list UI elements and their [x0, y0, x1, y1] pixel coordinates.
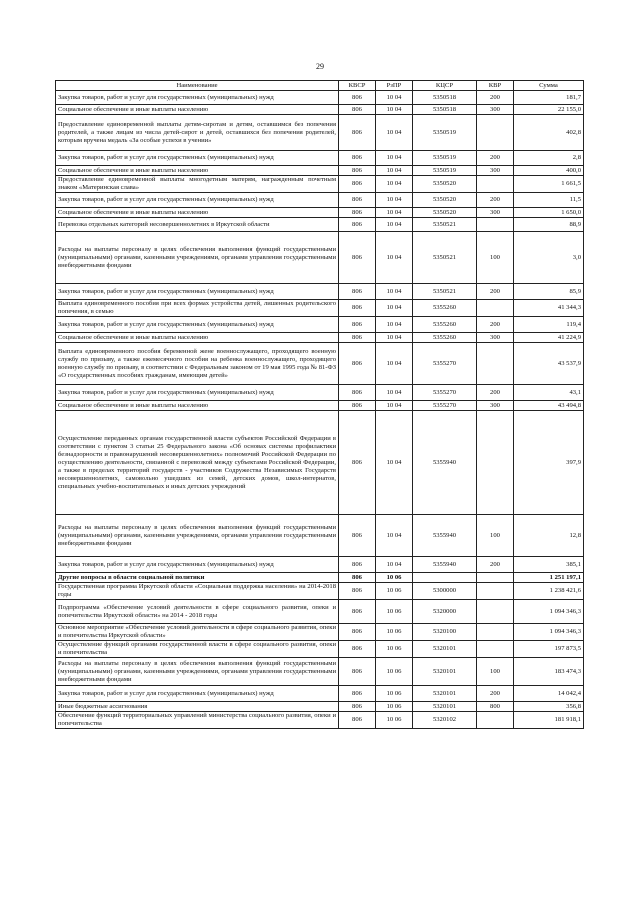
- row-rzpr-cell: 10 06: [376, 702, 413, 712]
- row-rzpr-cell: 10 04: [376, 333, 413, 343]
- table-row: [56, 583, 584, 600]
- row-kvsr-cell: 806: [339, 218, 376, 232]
- row-kcsr-cell: 5320100: [413, 624, 477, 641]
- row-kvr-cell: 100: [477, 232, 514, 284]
- row-name-cell: Закупка товаров, работ и услуг для государственных (муниципальных) нужд: [56, 151, 339, 166]
- row-kvr-cell: [477, 115, 514, 151]
- row-sum-cell: 2,8: [514, 151, 584, 166]
- row-sum-cell: 397,9: [514, 411, 584, 515]
- row-rzpr-cell: 10 04: [376, 300, 413, 317]
- row-kvr-cell: 300: [477, 166, 514, 176]
- row-rzpr-cell: 10 04: [376, 385, 413, 401]
- table-row: [56, 105, 584, 115]
- row-name-cell: Предоставление единовременной выплаты многодетным матерям, награжденным почетным знаком «Материнская слава»: [56, 176, 339, 193]
- table-row: [56, 176, 584, 193]
- row-kvr-cell: [477, 583, 514, 600]
- table-row: [56, 151, 584, 166]
- table-row: [56, 600, 584, 624]
- row-kvsr-cell: 806: [339, 557, 376, 573]
- row-kvsr-cell: 806: [339, 151, 376, 166]
- row-kcsr-cell: 5355270: [413, 385, 477, 401]
- row-kcsr-cell: 5350521: [413, 284, 477, 300]
- row-rzpr-cell: 10 04: [376, 343, 413, 385]
- row-kvsr-cell: 806: [339, 208, 376, 218]
- row-rzpr-cell: 10 06: [376, 600, 413, 624]
- row-kcsr-cell: 5350518: [413, 105, 477, 115]
- row-kcsr-cell: 5355940: [413, 411, 477, 515]
- header-rzpr: РзПР: [376, 81, 413, 91]
- row-kvr-cell: 100: [477, 658, 514, 686]
- row-rzpr-cell: 10 06: [376, 583, 413, 600]
- table-row: [56, 385, 584, 401]
- table-row: [56, 193, 584, 208]
- row-rzpr-cell: 10 06: [376, 624, 413, 641]
- row-kcsr-cell: 5300000: [413, 583, 477, 600]
- row-name-cell: Осуществление функций органами государственной власти в сфере социального развития, опеки и попечительства: [56, 641, 339, 658]
- row-sum-cell: 1 094 346,3: [514, 624, 584, 641]
- row-kcsr-cell: 5320101: [413, 641, 477, 658]
- row-rzpr-cell: 10 06: [376, 573, 413, 583]
- row-name-cell: Социальное обеспечение и иные выплаты населению: [56, 105, 339, 115]
- row-kcsr-cell: 5350518: [413, 91, 477, 105]
- row-sum-cell: 12,8: [514, 515, 584, 557]
- row-sum-cell: 43 494,8: [514, 401, 584, 411]
- row-kcsr-cell: 5350519: [413, 166, 477, 176]
- row-kcsr-cell: 5350521: [413, 218, 477, 232]
- row-kvsr-cell: 806: [339, 624, 376, 641]
- row-rzpr-cell: 10 04: [376, 557, 413, 573]
- row-name-cell: Социальное обеспечение и иные выплаты населению: [56, 166, 339, 176]
- row-name-cell: Иные бюджетные ассигнования: [56, 702, 339, 712]
- header-kvr: КВР: [477, 81, 514, 91]
- row-name-cell: Закупка товаров, работ и услуг для государственных (муниципальных) нужд: [56, 385, 339, 401]
- row-kcsr-cell: 5320101: [413, 702, 477, 712]
- row-kvr-cell: 200: [477, 284, 514, 300]
- table-row: [56, 166, 584, 176]
- row-rzpr-cell: 10 04: [376, 515, 413, 557]
- budget-table: [55, 80, 584, 729]
- row-sum-cell: 88,9: [514, 218, 584, 232]
- row-kvr-cell: 300: [477, 333, 514, 343]
- row-kvr-cell: 200: [477, 317, 514, 333]
- row-kvr-cell: 200: [477, 91, 514, 105]
- row-name-cell: Закупка товаров, работ и услуг для государственных (муниципальных) нужд: [56, 193, 339, 208]
- row-rzpr-cell: 10 04: [376, 411, 413, 515]
- row-sum-cell: 1 238 421,6: [514, 583, 584, 600]
- row-kcsr-cell: 5350521: [413, 232, 477, 284]
- row-rzpr-cell: 10 04: [376, 176, 413, 193]
- row-sum-cell: 43 537,9: [514, 343, 584, 385]
- row-rzpr-cell: 10 04: [376, 317, 413, 333]
- row-name-cell: Государственная программа Иркутской области «Социальная поддержка населения» на 2014-2018 годы: [56, 583, 339, 600]
- row-kvsr-cell: 806: [339, 193, 376, 208]
- row-sum-cell: 119,4: [514, 317, 584, 333]
- row-kcsr-cell: 5355260: [413, 333, 477, 343]
- row-sum-cell: 85,9: [514, 284, 584, 300]
- row-kvr-cell: [477, 300, 514, 317]
- row-rzpr-cell: 10 04: [376, 105, 413, 115]
- row-sum-cell: 41 344,3: [514, 300, 584, 317]
- table-row: [56, 208, 584, 218]
- header-kcsr: КЦСР: [413, 81, 477, 91]
- row-sum-cell: 41 224,9: [514, 333, 584, 343]
- row-kvr-cell: 200: [477, 385, 514, 401]
- row-kcsr-cell: 5320101: [413, 658, 477, 686]
- row-sum-cell: 1 661,5: [514, 176, 584, 193]
- row-kvr-cell: 300: [477, 105, 514, 115]
- row-kvr-cell: [477, 573, 514, 583]
- row-kvr-cell: [477, 176, 514, 193]
- table-row: [56, 300, 584, 317]
- row-kcsr-cell: 5355940: [413, 557, 477, 573]
- table-row: [56, 658, 584, 686]
- row-name-cell: Выплата единовременного пособия при всех формах устройства детей, лишенных родительского попечения, в семью: [56, 300, 339, 317]
- row-rzpr-cell: 10 04: [376, 115, 413, 151]
- row-rzpr-cell: 10 04: [376, 401, 413, 411]
- row-kvr-cell: [477, 411, 514, 515]
- row-name-cell: Социальное обеспечение и иные выплаты населению: [56, 333, 339, 343]
- row-kvr-cell: [477, 600, 514, 624]
- row-sum-cell: 183 474,3: [514, 658, 584, 686]
- row-kvr-cell: 200: [477, 686, 514, 702]
- row-kcsr-cell: 5350520: [413, 176, 477, 193]
- row-kvr-cell: 300: [477, 401, 514, 411]
- table-row: [56, 91, 584, 105]
- table-row: [56, 411, 584, 515]
- row-kcsr-cell: 5350519: [413, 115, 477, 151]
- row-sum-cell: 181,7: [514, 91, 584, 105]
- row-name-cell: Предоставление единовременной выплаты детям-сиротам и детям, оставшимся без попечения родителей, а также лицам из числа детей-сирот и детей, оставшихся без попечения родителей, которым вручена медаль «За особые успехи в учении»: [56, 115, 339, 151]
- row-kvsr-cell: 806: [339, 317, 376, 333]
- row-kcsr-cell: 5355270: [413, 401, 477, 411]
- row-kcsr-cell: 5320000: [413, 600, 477, 624]
- row-kvr-cell: 300: [477, 208, 514, 218]
- row-kcsr-cell: 5350520: [413, 193, 477, 208]
- row-name-cell: Выплата единовременного пособия беременной жене военнослужащего, проходящего военную службу по призыву, а также ежемесячного пособия на ребенка военнослужащего, проходящего военную службу по призыву, в соответствии с Федеральным законом от 19 мая 1995 года № 81-ФЗ «О государственных пособиях гражданам, имеющим детей»: [56, 343, 339, 385]
- row-sum-cell: 402,8: [514, 115, 584, 151]
- row-rzpr-cell: 10 04: [376, 208, 413, 218]
- row-kvsr-cell: 806: [339, 385, 376, 401]
- table-row: [56, 115, 584, 151]
- row-rzpr-cell: 10 04: [376, 193, 413, 208]
- table-row: [56, 702, 584, 712]
- row-kvsr-cell: 806: [339, 105, 376, 115]
- row-sum-cell: 43,1: [514, 385, 584, 401]
- table-row: [56, 641, 584, 658]
- row-kvsr-cell: 806: [339, 176, 376, 193]
- table-row: [56, 401, 584, 411]
- row-rzpr-cell: 10 04: [376, 91, 413, 105]
- row-kcsr-cell: 5355260: [413, 300, 477, 317]
- row-rzpr-cell: 10 06: [376, 712, 413, 729]
- table-row: [56, 218, 584, 232]
- table-row: [56, 284, 584, 300]
- row-kvsr-cell: 806: [339, 702, 376, 712]
- row-kvsr-cell: 806: [339, 573, 376, 583]
- row-rzpr-cell: 10 06: [376, 658, 413, 686]
- row-rzpr-cell: 10 04: [376, 166, 413, 176]
- row-kvr-cell: 200: [477, 193, 514, 208]
- row-kvr-cell: [477, 343, 514, 385]
- row-rzpr-cell: 10 04: [376, 232, 413, 284]
- row-sum-cell: 181 918,1: [514, 712, 584, 729]
- row-name-cell: Подпрограмма «Обеспечение условий деятельности в сфере социального развития, опеки и попечительства Иркутской области» на 2014 - 2018 годы: [56, 600, 339, 624]
- table-row: [56, 686, 584, 702]
- row-rzpr-cell: 10 04: [376, 284, 413, 300]
- row-name-cell: Социальное обеспечение и иные выплаты населению: [56, 208, 339, 218]
- row-sum-cell: 1 650,0: [514, 208, 584, 218]
- row-sum-cell: 356,8: [514, 702, 584, 712]
- row-rzpr-cell: 10 06: [376, 641, 413, 658]
- row-kvr-cell: 800: [477, 702, 514, 712]
- row-kcsr-cell: 5355260: [413, 317, 477, 333]
- row-name-cell: Другие вопросы в области социальной политики: [56, 573, 339, 583]
- row-sum-cell: 22 155,0: [514, 105, 584, 115]
- row-name-cell: Обеспечение функций территориальных управлений министерства социального развития, опеки и попечительства: [56, 712, 339, 729]
- row-kvsr-cell: 806: [339, 411, 376, 515]
- row-kvsr-cell: 806: [339, 583, 376, 600]
- row-kcsr-cell: 5355940: [413, 515, 477, 557]
- row-kvr-cell: 100: [477, 515, 514, 557]
- row-kvr-cell: [477, 624, 514, 641]
- table-row: [56, 343, 584, 385]
- row-kvsr-cell: 806: [339, 686, 376, 702]
- row-kvsr-cell: 806: [339, 600, 376, 624]
- row-kcsr-cell: 5320102: [413, 712, 477, 729]
- table-row: [56, 515, 584, 557]
- table-row: [56, 232, 584, 284]
- row-kvsr-cell: 806: [339, 284, 376, 300]
- row-name-cell: Расходы на выплаты персоналу в целях обеспечения выполнения функций государственными (муниципальными) органами, казенными учреждениями, органами управления государственными внебюджетными фондами: [56, 658, 339, 686]
- row-kcsr-cell: 5355270: [413, 343, 477, 385]
- header-name: Наименование: [56, 81, 339, 91]
- row-kcsr-cell: [413, 573, 477, 583]
- row-kvr-cell: [477, 641, 514, 658]
- row-name-cell: Осуществление переданных органам государственной власти субъектов Российской Федерации в соответствии с пунктом 3 статьи 25 Федерального закона «Об основах системы профилактики безнадзорности и правонарушений несовершеннолетних» полномочий Российской Федерации по осуществлению деятельности, связанной с перевозкой между субъектами Российской Федерации, а также в пределах территорий государств - участников Содружества Независимых Государств несовершеннолетних, самовольно ушедших из семей, детских домов, школ-интернатов, специальных учебно-воспитательных и иных детских учреждений: [56, 411, 339, 515]
- row-name-cell: Закупка товаров, работ и услуг для государственных (муниципальных) нужд: [56, 91, 339, 105]
- row-name-cell: Расходы на выплаты персоналу в целях обеспечения выполнения функций государственными (муниципальными) органами, казенными учреждениями, органами управления государственными внебюджетными фондами: [56, 232, 339, 284]
- row-kvr-cell: [477, 218, 514, 232]
- page-number: 29: [316, 62, 324, 71]
- row-kvr-cell: 200: [477, 557, 514, 573]
- row-rzpr-cell: 10 04: [376, 151, 413, 166]
- row-sum-cell: 197 873,5: [514, 641, 584, 658]
- table-row: [56, 624, 584, 641]
- row-rzpr-cell: 10 04: [376, 218, 413, 232]
- row-kvsr-cell: 806: [339, 115, 376, 151]
- row-name-cell: Закупка товаров, работ и услуг для государственных (муниципальных) нужд: [56, 317, 339, 333]
- row-sum-cell: 1 094 346,3: [514, 600, 584, 624]
- row-rzpr-cell: 10 06: [376, 686, 413, 702]
- table-row: [56, 573, 584, 583]
- row-kvsr-cell: 806: [339, 712, 376, 729]
- row-kvr-cell: 200: [477, 151, 514, 166]
- row-sum-cell: 385,1: [514, 557, 584, 573]
- row-name-cell: Расходы на выплаты персоналу в целях обеспечения выполнения функций государственными (муниципальными) органами, казенными учреждениями, органами управления государственными внебюджетными фондами: [56, 515, 339, 557]
- row-name-cell: Закупка товаров, работ и услуг для государственных (муниципальных) нужд: [56, 686, 339, 702]
- row-name-cell: Закупка товаров, работ и услуг для государственных (муниципальных) нужд: [56, 557, 339, 573]
- row-kvsr-cell: 806: [339, 232, 376, 284]
- header-kvsr: КВСР: [339, 81, 376, 91]
- row-kvsr-cell: 806: [339, 515, 376, 557]
- table-row: [56, 557, 584, 573]
- row-sum-cell: 14 042,4: [514, 686, 584, 702]
- row-sum-cell: 400,0: [514, 166, 584, 176]
- table-row: [56, 317, 584, 333]
- row-kvsr-cell: 806: [339, 91, 376, 105]
- row-name-cell: Социальное обеспечение и иные выплаты населению: [56, 401, 339, 411]
- row-kcsr-cell: 5350520: [413, 208, 477, 218]
- row-kvsr-cell: 806: [339, 300, 376, 317]
- row-kvsr-cell: 806: [339, 166, 376, 176]
- header-sum: Сумма: [514, 81, 584, 91]
- row-kvsr-cell: 806: [339, 333, 376, 343]
- row-kcsr-cell: 5320101: [413, 686, 477, 702]
- table-header-row: [56, 81, 584, 91]
- row-sum-cell: 11,5: [514, 193, 584, 208]
- table-row: [56, 712, 584, 729]
- row-kvsr-cell: 806: [339, 343, 376, 385]
- table-row: [56, 333, 584, 343]
- row-name-cell: Закупка товаров, работ и услуг для государственных (муниципальных) нужд: [56, 284, 339, 300]
- row-name-cell: Перевозка отдельных категорий несовершеннолетних в Иркутской области: [56, 218, 339, 232]
- row-name-cell: Основное мероприятие «Обеспечение условий деятельности в сфере социального развития, опеки и попечительства Иркутской области»: [56, 624, 339, 641]
- row-sum-cell: 1 251 197,1: [514, 573, 584, 583]
- row-kvsr-cell: 806: [339, 641, 376, 658]
- row-kvr-cell: [477, 712, 514, 729]
- row-kcsr-cell: 5350519: [413, 151, 477, 166]
- row-kvsr-cell: 806: [339, 658, 376, 686]
- row-sum-cell: 3,0: [514, 232, 584, 284]
- row-kvsr-cell: 806: [339, 401, 376, 411]
